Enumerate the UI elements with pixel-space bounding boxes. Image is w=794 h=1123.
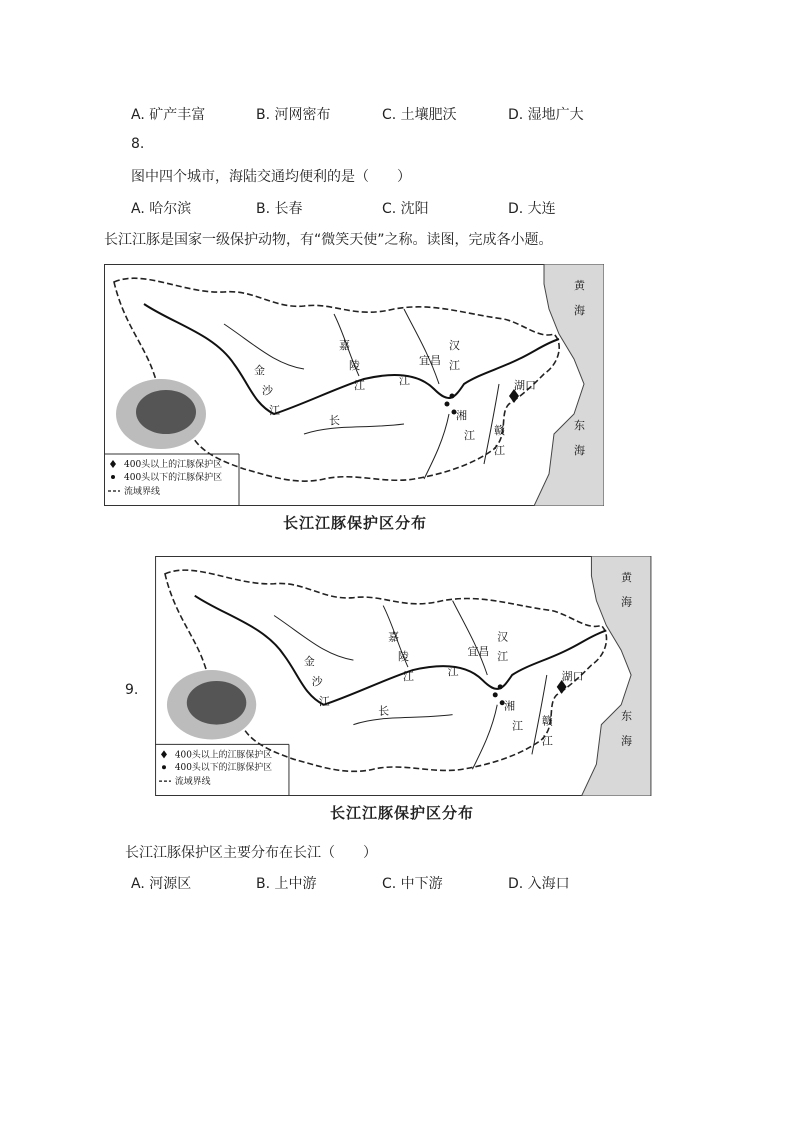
q9-option-a[interactable]: A. 河源区 xyxy=(131,876,192,892)
svg-text:湖口: 湖口 xyxy=(514,379,536,392)
svg-text:金: 金 xyxy=(254,364,265,377)
svg-text:400头以下的江豚保护区: 400头以下的江豚保护区 xyxy=(174,763,273,774)
intro-text: 长江江豚是国家一级保护动物，有“微笑天使”之称。读图，完成各小题。 xyxy=(104,232,553,248)
svg-text:江: 江 xyxy=(449,359,460,372)
svg-text:黄: 黄 xyxy=(621,570,633,584)
svg-text:江: 江 xyxy=(464,429,475,442)
svg-text:江: 江 xyxy=(318,694,330,708)
svg-text:流域界线: 流域界线 xyxy=(174,777,211,788)
q8-option-d[interactable]: D. 大连 xyxy=(508,201,556,217)
svg-text:长: 长 xyxy=(329,414,340,427)
svg-text:江: 江 xyxy=(447,665,459,679)
q7-option-c[interactable]: C. 土壤肥沃 xyxy=(382,107,457,123)
q8-option-b[interactable]: B. 长春 xyxy=(256,201,303,217)
svg-text:湘: 湘 xyxy=(456,409,467,422)
svg-text:赣: 赣 xyxy=(494,424,505,437)
q8-option-a[interactable]: A. 哈尔滨 xyxy=(131,201,192,217)
svg-text:海: 海 xyxy=(621,734,633,748)
q7-option-d[interactable]: D. 湿地广大 xyxy=(508,107,584,123)
svg-text:海: 海 xyxy=(574,444,585,457)
svg-text:海: 海 xyxy=(621,595,633,609)
svg-text:东: 东 xyxy=(621,709,633,723)
svg-text:海: 海 xyxy=(574,304,585,317)
svg-text:汉: 汉 xyxy=(497,630,509,644)
svg-text:沙: 沙 xyxy=(262,384,273,397)
svg-text:江: 江 xyxy=(541,734,553,748)
yangtze-map-2 xyxy=(152,556,654,796)
map-2-caption: 长江江豚保护区分布 xyxy=(330,804,475,822)
legend-small-reserve: 400头以下的江豚保护区 xyxy=(124,473,223,483)
legend-basin-boundary: 流域界线 xyxy=(124,487,161,497)
svg-text:东: 东 xyxy=(574,419,585,432)
svg-text:湘: 湘 xyxy=(504,699,516,713)
svg-text:汉: 汉 xyxy=(449,339,460,352)
svg-text:金: 金 xyxy=(303,655,315,669)
q7-option-a[interactable]: A. 矿产丰富 xyxy=(131,107,206,123)
q8-number: 8. xyxy=(131,136,145,152)
svg-text:沙: 沙 xyxy=(311,674,323,688)
q7-option-b[interactable]: B. 河网密布 xyxy=(256,107,331,123)
q9-option-c[interactable]: C. 中下游 xyxy=(382,876,443,892)
svg-text:嘉: 嘉 xyxy=(388,630,400,644)
yangtze-map-1 xyxy=(104,264,604,506)
svg-text:江: 江 xyxy=(269,404,280,417)
svg-text:江: 江 xyxy=(512,719,523,733)
q9-number: 9. xyxy=(125,682,139,698)
q9-option-b[interactable]: B. 上中游 xyxy=(256,876,317,892)
svg-text:江: 江 xyxy=(399,374,410,387)
legend-large-reserve: 400头以上的江豚保护区 xyxy=(124,460,223,470)
svg-text:宜昌: 宜昌 xyxy=(419,354,441,367)
q9-option-d[interactable]: D. 入海口 xyxy=(508,876,570,892)
q9-stem: 长江江豚保护区主要分布在长江（ ） xyxy=(125,845,377,861)
map-1-caption: 长江江豚保护区分布 xyxy=(283,514,428,532)
svg-text:陵: 陵 xyxy=(398,650,409,664)
svg-text:江: 江 xyxy=(403,669,414,683)
svg-text:湖口: 湖口 xyxy=(561,669,584,683)
svg-text:长: 长 xyxy=(378,704,390,718)
q8-stem: 图中四个城市，海陆交通均便利的是（ ） xyxy=(131,169,411,185)
svg-text:宜昌: 宜昌 xyxy=(467,645,490,659)
svg-text:400头以上的江豚保护区: 400头以上的江豚保护区 xyxy=(174,750,273,761)
svg-text:江: 江 xyxy=(497,650,509,664)
svg-text:赣: 赣 xyxy=(541,714,553,728)
svg-text:黄: 黄 xyxy=(574,279,585,292)
svg-text:陵: 陵 xyxy=(349,359,360,372)
svg-text:江: 江 xyxy=(354,379,365,392)
svg-text:江: 江 xyxy=(494,444,505,457)
svg-text:嘉: 嘉 xyxy=(339,339,350,352)
q8-option-c[interactable]: C. 沈阳 xyxy=(382,201,429,217)
